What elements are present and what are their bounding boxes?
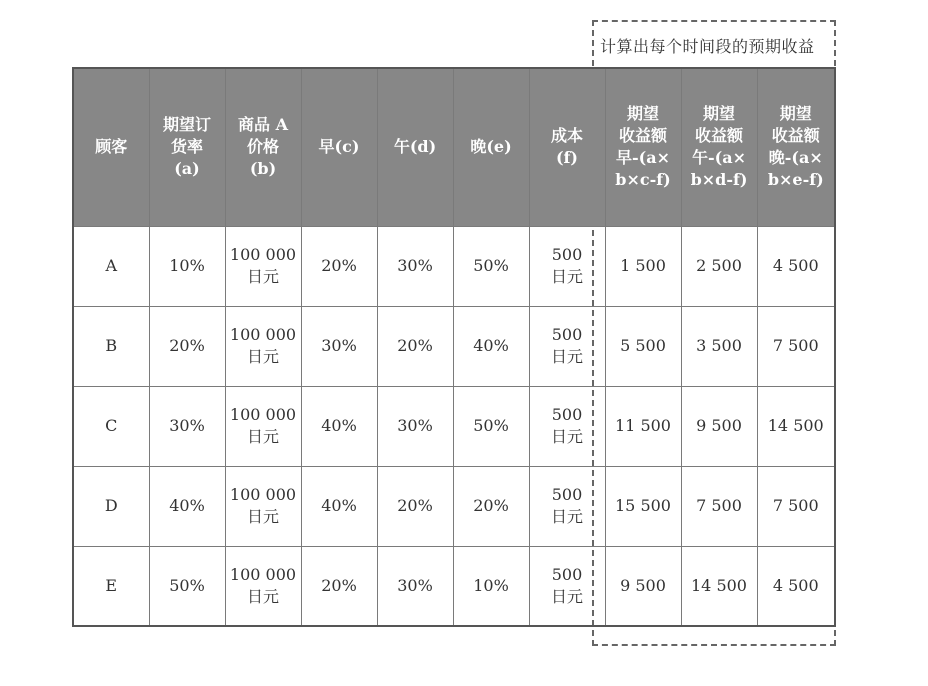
table-cell: 500 日元 (529, 226, 605, 306)
table-cell: 15 500 (605, 466, 681, 546)
table-cell: 1 500 (605, 226, 681, 306)
header-evening: 晚(e) (453, 68, 529, 226)
table-cell: 7 500 (757, 466, 835, 546)
table-cell: D (73, 466, 149, 546)
table-row (73, 546, 835, 626)
table-row (73, 386, 835, 466)
header-noon: 午(d) (377, 68, 453, 226)
highlight-annotation: 计算出每个时间段的预期收益 (600, 37, 815, 56)
table-cell: 3 500 (681, 306, 757, 386)
table-cell: 50% (453, 386, 529, 466)
expected-revenue-table (72, 67, 836, 627)
table-cell: 40% (301, 466, 377, 546)
table-cell: 4 500 (757, 226, 835, 306)
table-cell: B (73, 306, 149, 386)
table-cell: 20% (301, 226, 377, 306)
header-morning: 早(c) (301, 68, 377, 226)
table-cell: 20% (301, 546, 377, 626)
table-cell: 500 日元 (529, 546, 605, 626)
table-cell: 11 500 (605, 386, 681, 466)
table-row (73, 466, 835, 546)
table-row (73, 306, 835, 386)
table-cell: 500 日元 (529, 466, 605, 546)
table-cell: 14 500 (757, 386, 835, 466)
table-cell: 9 500 (681, 386, 757, 466)
table-cell: 14 500 (681, 546, 757, 626)
header-order-rate: 期望订 货率 (a) (149, 68, 225, 226)
table-cell: 7 500 (757, 306, 835, 386)
table-cell: 7 500 (681, 466, 757, 546)
table-cell: 30% (301, 306, 377, 386)
table-cell: 50% (149, 546, 225, 626)
table-cell: 4 500 (757, 546, 835, 626)
table-cell: C (73, 386, 149, 466)
table-cell: 40% (149, 466, 225, 546)
table-cell: 100 000 日元 (225, 306, 301, 386)
table-cell: 100 000 日元 (225, 226, 301, 306)
table-cell: 5 500 (605, 306, 681, 386)
table-cell: 40% (453, 306, 529, 386)
table-cell: E (73, 546, 149, 626)
header-revenue-evening: 期望 收益额 晚-(a× b×e-f) (757, 68, 835, 226)
table-row (73, 226, 835, 306)
table-cell: 20% (377, 306, 453, 386)
header-revenue-noon: 期望 收益额 午-(a× b×d-f) (681, 68, 757, 226)
table-cell: 10% (453, 546, 529, 626)
header-price: 商品 A 价格 (b) (225, 68, 301, 226)
table-cell: 50% (453, 226, 529, 306)
table-cell: 20% (453, 466, 529, 546)
header-revenue-morning: 期望 收益额 早-(a× b×c-f) (605, 68, 681, 226)
table-cell: 100 000 日元 (225, 466, 301, 546)
table-cell: 10% (149, 226, 225, 306)
header-cost: 成本 (f) (529, 68, 605, 226)
table-cell: 40% (301, 386, 377, 466)
table-cell: 2 500 (681, 226, 757, 306)
table-cell: 100 000 日元 (225, 546, 301, 626)
table-cell: 30% (377, 546, 453, 626)
table-cell: A (73, 226, 149, 306)
table-cell: 20% (377, 466, 453, 546)
table-cell: 500 日元 (529, 386, 605, 466)
table-cell: 9 500 (605, 546, 681, 626)
header-row (73, 68, 835, 226)
table-cell: 100 000 日元 (225, 386, 301, 466)
table-cell: 20% (149, 306, 225, 386)
table-cell: 30% (377, 386, 453, 466)
table-cell: 30% (149, 386, 225, 466)
table-cell: 30% (377, 226, 453, 306)
header-customer: 顾客 (73, 68, 149, 226)
table-cell: 500 日元 (529, 306, 605, 386)
